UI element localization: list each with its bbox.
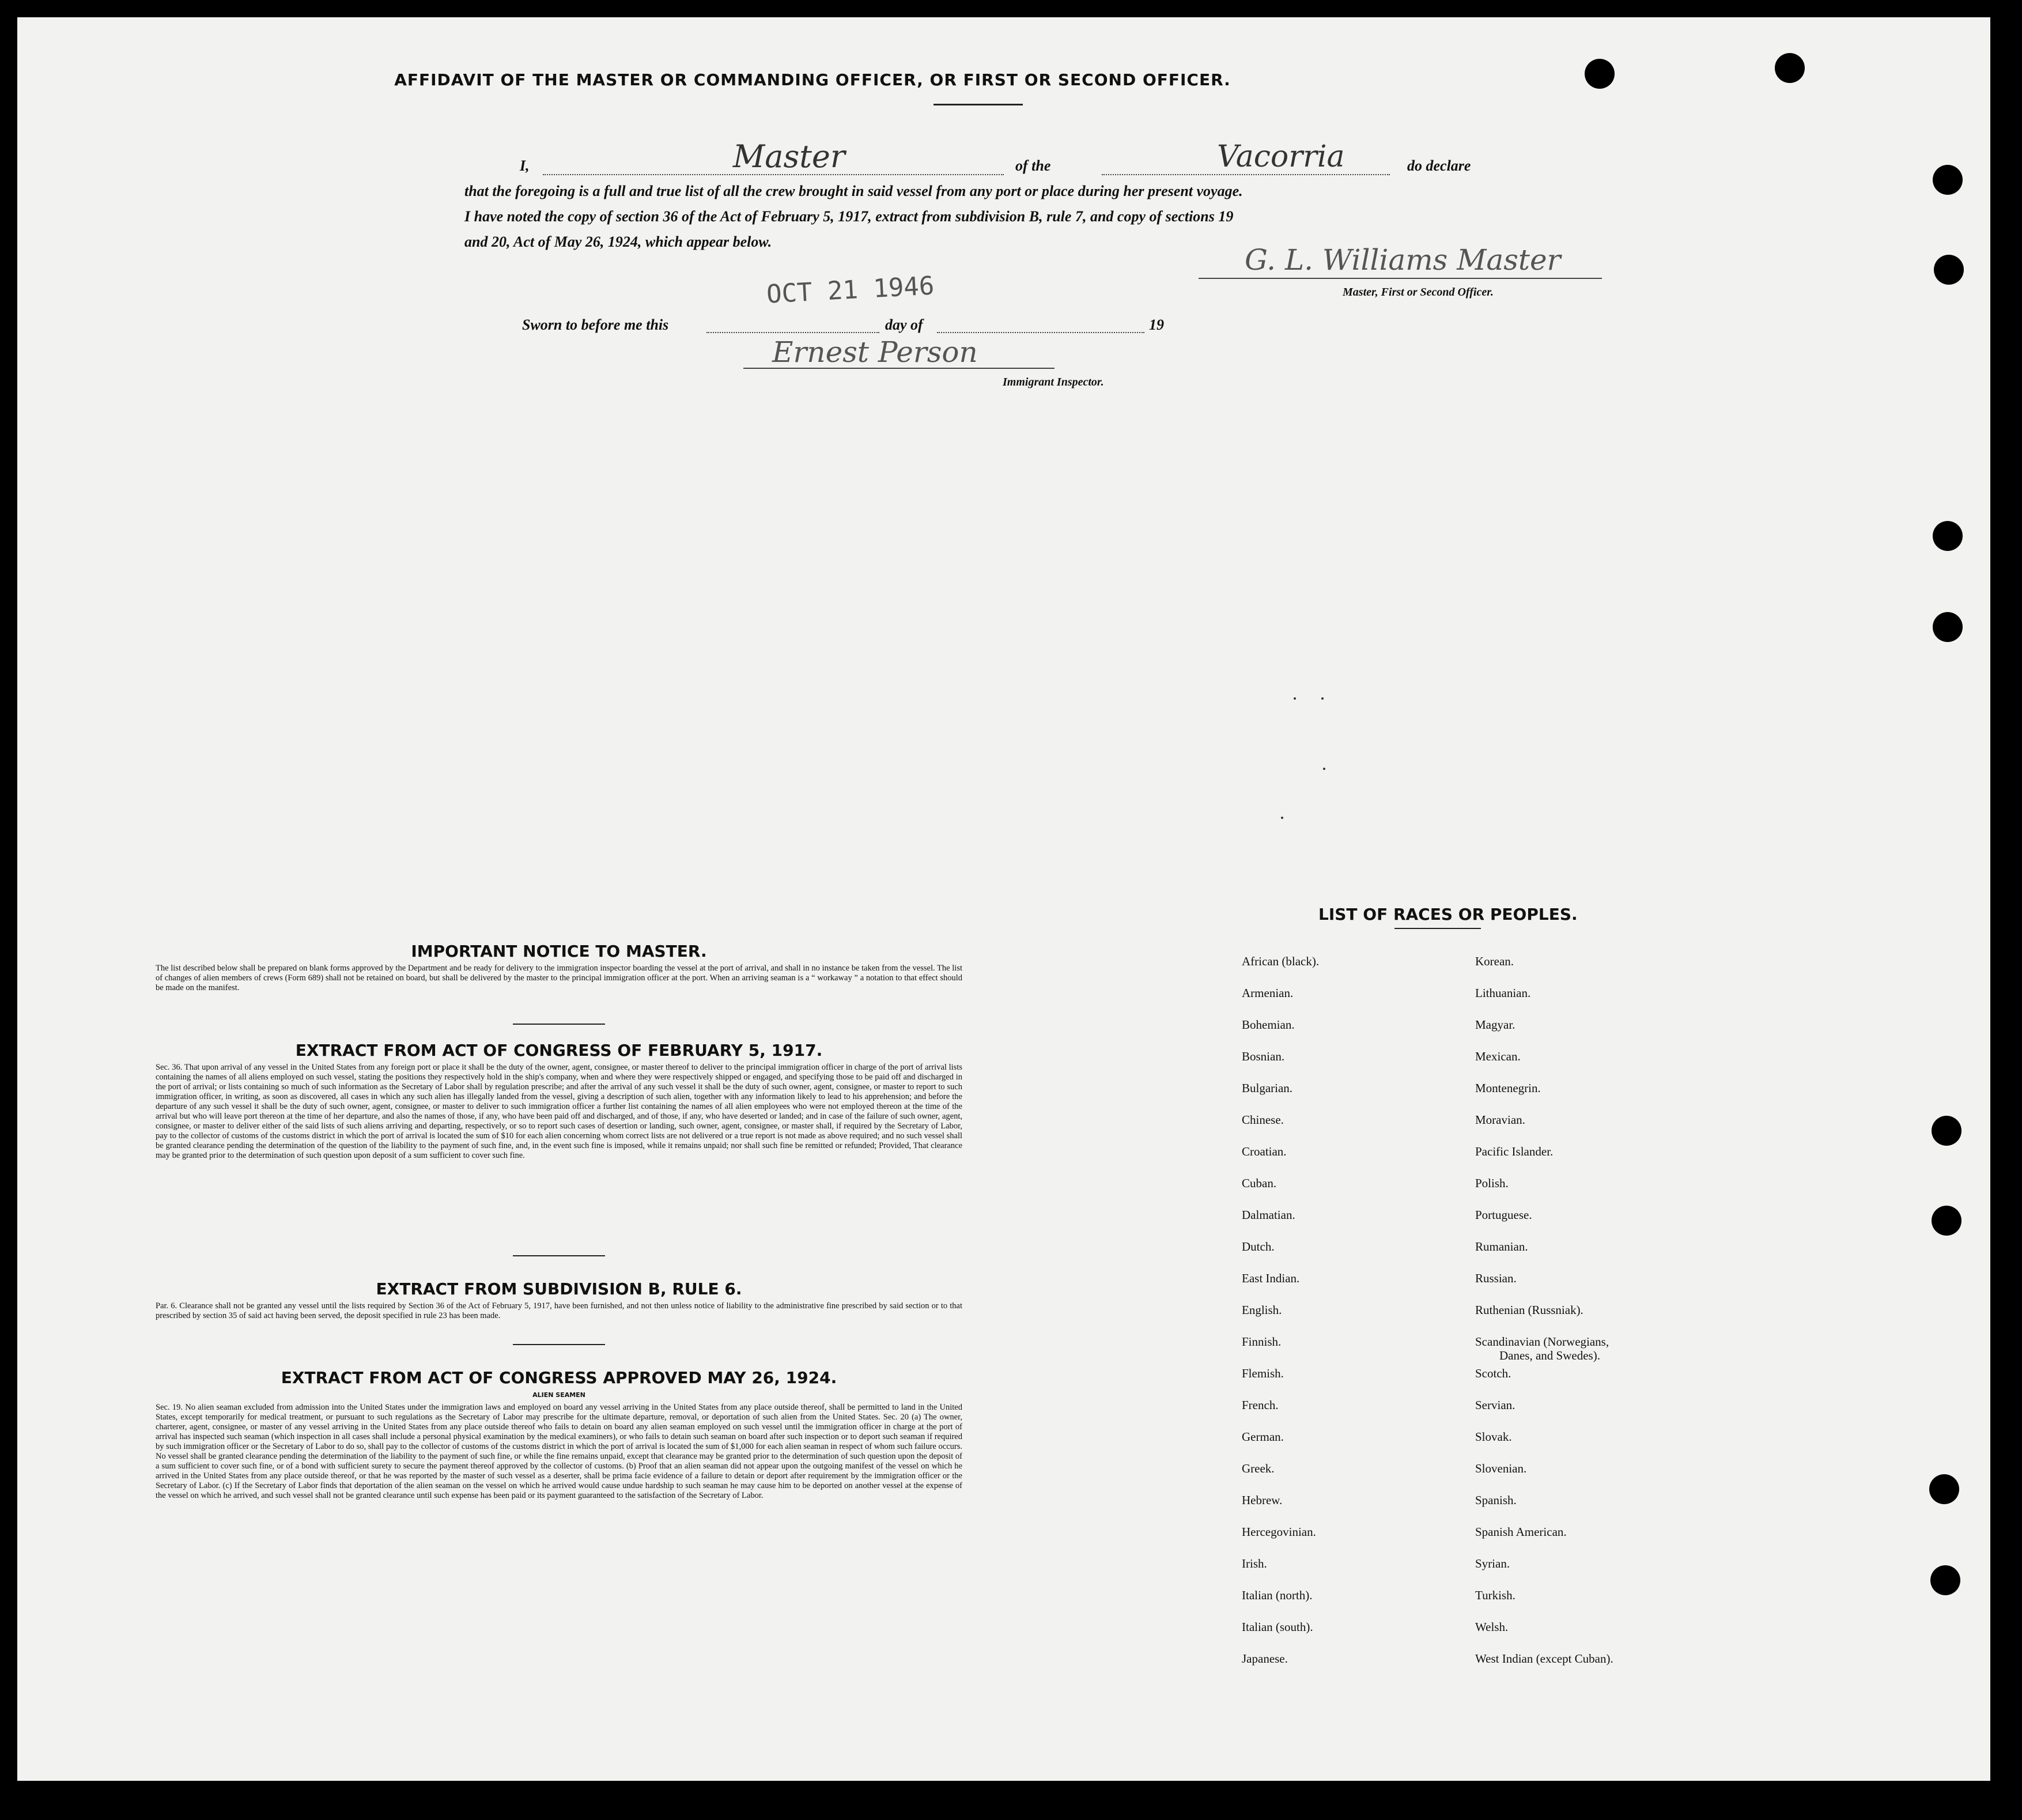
punch-hole	[1933, 521, 1963, 551]
race-item-continuation: Danes, and Swedes).	[1499, 1349, 1600, 1362]
race-item: Chinese.	[1242, 1113, 1284, 1127]
punch-hole	[1932, 1206, 1961, 1236]
race-item: Armenian.	[1242, 986, 1294, 1000]
race-item: West Indian (except Cuban).	[1475, 1652, 1613, 1666]
race-item: Polish.	[1475, 1176, 1509, 1190]
affidavit-title: AFFIDAVIT OF THE MASTER OR COMMANDING OFFICER, OR FIRST OR SECOND OFFICER.	[394, 70, 1231, 89]
punch-hole	[1933, 612, 1963, 642]
race-item: Hercegovinian.	[1242, 1525, 1316, 1539]
extract3-body: Sec. 19. No alien seaman excluded from admission into the United States under the immigration laws and employed on board any vessel arriving in the United States from any place outside thereof, shall be permitted to land in the United States, except temporarily for medical treatment, or pursuant to such regulations as the Secretary of Labor may prescribe for the ultimate departure, removal, or deportation of such alien from the United States. Sec. 20 (a) The owner, charterer, agent, consignee, or master of any vessel arriving in the United States from any place outside thereof who fails to detain on board any alien seaman employed on such vessel until the immigration officer in charge at the port of arrival has inspected such seaman (which inspection in all cases shall include a personal physical examination by the medical examiners), or who fails to detain such seaman on board after such inspection or to deport such seaman if required by such immigration officer or the Secretary of Labor to do so, shall pay to the collector of customs of the customs district in which the port of arrival is located the sum of $1,000 for each alien seaman in respect of whom such failure occurs. No vessel shall be granted clearance pending the determination of the liability to the payment of such fine, or while the fine remains unpaid, except that clearance may be granted prior to the determination of such question upon the deposit of a sum sufficient to cover such fine, or of a bond with sufficient surety to secure the payment thereof approved by the collector of customs. (b) Proof that an alien seaman did not appear upon the outgoing manifest of the vessel on which he arrived in the United States from any place outside thereof, or that he was reported by the master of such vessel as a deserter, shall be prima facie evidence of a failure to detain or deport after requirement by the immigration officer or the Secretary of Labor. (c) If the Secretary of Labor finds that deportation of the alien seaman on the vessel on which he arrived would cause undue hardship to such seaman he may cause him to be deported on another vessel at the expense of the vessel on which he arrived, and such vessel shall not be granted clearance until such expense has been paid or its payment guaranteed to the satisfaction of the Secretary of Labor.	[156, 1403, 962, 1500]
inspector-title: Immigrant Inspector.	[1003, 376, 1104, 388]
race-item: Scotch.	[1475, 1366, 1511, 1380]
race-item: African (black).	[1242, 954, 1320, 968]
races-title-underline	[1394, 928, 1481, 929]
handwritten-name: Master	[733, 138, 845, 175]
race-item: Finnish.	[1242, 1335, 1282, 1349]
race-item: Italian (south).	[1242, 1620, 1313, 1634]
race-item: French.	[1242, 1398, 1279, 1412]
race-item: East Indian.	[1242, 1271, 1300, 1285]
race-item: Slovenian.	[1475, 1462, 1527, 1475]
punch-hole	[1775, 53, 1805, 83]
race-item: Croatian.	[1242, 1145, 1287, 1158]
extract1-divider	[513, 1255, 605, 1256]
race-item: Slovak.	[1475, 1430, 1512, 1444]
do-declare-label: do declare	[1407, 157, 1471, 174]
race-item: Lithuanian.	[1475, 986, 1531, 1000]
title-underline	[933, 104, 1023, 105]
vessel-blank	[1102, 174, 1390, 175]
race-item: Korean.	[1475, 954, 1514, 968]
race-item: Italian (north).	[1242, 1588, 1313, 1602]
punch-hole	[1932, 1116, 1961, 1146]
day-blank	[706, 332, 879, 333]
punch-hole	[1929, 1474, 1959, 1504]
race-item: Dutch.	[1242, 1240, 1275, 1253]
race-item: Irish.	[1242, 1557, 1267, 1570]
master-signature-line	[1199, 278, 1602, 279]
race-item: Japanese.	[1242, 1652, 1288, 1666]
race-item: Cuban.	[1242, 1176, 1277, 1190]
extract2-title: EXTRACT FROM SUBDIVISION B, RULE 6.	[376, 1279, 742, 1298]
document-page	[17, 17, 1990, 1781]
race-item: Bohemian.	[1242, 1018, 1295, 1032]
race-item: Mexican.	[1475, 1049, 1521, 1063]
race-item: Welsh.	[1475, 1620, 1509, 1634]
race-item: Hebrew.	[1242, 1493, 1283, 1507]
notice-title: IMPORTANT NOTICE TO MASTER.	[411, 942, 707, 961]
race-item: Flemish.	[1242, 1366, 1284, 1380]
inspector-signature: Ernest Person	[772, 335, 978, 369]
of-the-label: of the	[1015, 157, 1051, 174]
race-item: German.	[1242, 1430, 1284, 1444]
extract2-divider	[513, 1344, 605, 1345]
punch-hole	[1585, 59, 1615, 89]
year-prefix: 19	[1149, 316, 1164, 333]
race-item: Dalmatian.	[1242, 1208, 1295, 1222]
race-item: Turkish.	[1475, 1588, 1515, 1602]
extract3-title: EXTRACT FROM ACT OF CONGRESS APPROVED MAY 26, 1924.	[281, 1368, 837, 1387]
punch-hole	[1933, 165, 1963, 195]
race-item: Russian.	[1475, 1271, 1517, 1285]
punch-hole	[1934, 255, 1964, 285]
races-right-column	[1475, 954, 1821, 1683]
month-blank	[937, 332, 1144, 333]
sworn-label: Sworn to before me this	[522, 316, 669, 333]
race-item: Servian.	[1475, 1398, 1515, 1412]
declaration-line-1	[520, 138, 1574, 178]
date-stamp: OCT 21 1946	[765, 271, 935, 309]
races-left-column	[1242, 954, 1484, 1683]
races-title: LIST OF RACES OR PEOPLES.	[1318, 905, 1578, 924]
race-item: Pacific Islander.	[1475, 1145, 1554, 1158]
race-item: Montenegrin.	[1475, 1081, 1541, 1095]
notice-body: The list described below shall be prepared on blank forms approved by the Department and be ready for delivery to the immigration inspector boarding the vessel at the port of arrival, and shall in no instance be taken from the vessel. The list of changes of alien members of crews (Form 689) shall not be retained on board, but shall be delivered by the master to the principal immigration officer at the port. When an arriving seaman is a “ workaway ” a notation to that effect should be made on the manifest.	[156, 964, 962, 992]
race-item: Greek.	[1242, 1462, 1275, 1475]
race-item: Scandinavian (Norwegians,	[1475, 1335, 1609, 1349]
day-of-label: day of	[885, 316, 923, 333]
notice-divider	[513, 1024, 605, 1025]
race-item-multiline	[1475, 1335, 1821, 1366]
signer-title: Master, First or Second Officer.	[1343, 286, 1494, 299]
declaration-line-4: and 20, Act of May 26, 1924, which appear below.	[464, 233, 772, 250]
race-item: English.	[1242, 1303, 1282, 1317]
race-item: Bosnian.	[1242, 1049, 1285, 1063]
race-item: Magyar.	[1475, 1018, 1515, 1032]
declaration-line-2: that the foregoing is a full and true list of all the crew brought in said vessel from any port or place during her present voyage.	[464, 183, 1243, 199]
race-item: Syrian.	[1475, 1557, 1510, 1570]
race-item: Spanish.	[1475, 1493, 1517, 1507]
punch-hole	[1930, 1565, 1960, 1595]
handwritten-vessel: Vacorria	[1217, 139, 1345, 174]
i-label: I,	[520, 157, 530, 174]
declaration-line-3: I have noted the copy of section 36 of the Act of February 5, 1917, extract from subdivision B, rule 7, and copy of sections 19	[464, 208, 1234, 225]
extract3-subtitle: ALIEN SEAMEN	[532, 1391, 585, 1399]
race-item: Portuguese.	[1475, 1208, 1532, 1222]
race-item: Moravian.	[1475, 1113, 1525, 1127]
extract1-body: Sec. 36. That upon arrival of any vessel in the United States from any foreign port or place it shall be the duty of the owner, agent, consignee, or master thereof to deliver to the principal immigration officer in charge of the port of arrival lists containing the names of all aliens employed on such vessel, stating the positions they respectively hold in the ship's company, when and where they were respectively shipped or engaged, and specifying those to be paid off and discharged in the port of arrival; or lists containing so much of such information as the Secretary of Labor shall by regulation prescribe; and after the arrival of any such vessel it shall be the duty of such owner, agent, consignee, or master to report to such immigration officer, in writing, as soon as discovered, all cases in which any such alien has illegally landed from the vessel, giving a description of such alien, together with any information likely to lead to his apprehension; and before the departure of any such vessel it shall be the duty of such owner, agent, consignee, or master to deliver to such immigration officer a further list containing the names of all alien employees who were not employed thereon at the time of the arrival but who will leave port thereon at the time of her departure, and also the names of those, if any, who have been paid off and discharged, and of those, if any, who have deserted or landed; and in case of the failure of such owner, agent, consignee, or master to deliver either of the said lists of such aliens arriving and departing, respectively, or so to report such cases of desertion or landing, such owner, agent, consignee, or master shall, if required by the Secretary of Labor, pay to the collector of customs of the customs district in which the port of arrival is located the sum of $10 for each alien concerning whom correct lists are not delivered or a true report is not made as above required; and no such vessel shall be granted clearance pending the determination of the question of the liability to the payment of such fine, and, in the event such fine is imposed, while it remains unpaid; nor shall such fine be remitted or refunded; Provided, That clearance may be granted prior to the determination of such question upon deposit of a sum sufficient to cover such fine.	[156, 1063, 962, 1160]
race-item: Ruthenian (Russniak).	[1475, 1303, 1583, 1317]
extract1-title: EXTRACT FROM ACT OF CONGRESS OF FEBRUARY 5, 1917.	[295, 1041, 823, 1060]
master-signature: G. L. Williams Master	[1245, 243, 1561, 277]
race-item: Rumanian.	[1475, 1240, 1528, 1253]
race-item: Bulgarian.	[1242, 1081, 1293, 1095]
extract2-body: Par. 6. Clearance shall not be granted any vessel until the lists required by Section 36 of the Act of February 5, 1917, have been furnished, and not then unless notice of liability to the administrative fine prescribed by said section or to that prescribed by section 35 of said act having been served, the deposit specified in rule 23 has been made.	[156, 1301, 962, 1320]
race-item: Spanish American.	[1475, 1525, 1567, 1539]
